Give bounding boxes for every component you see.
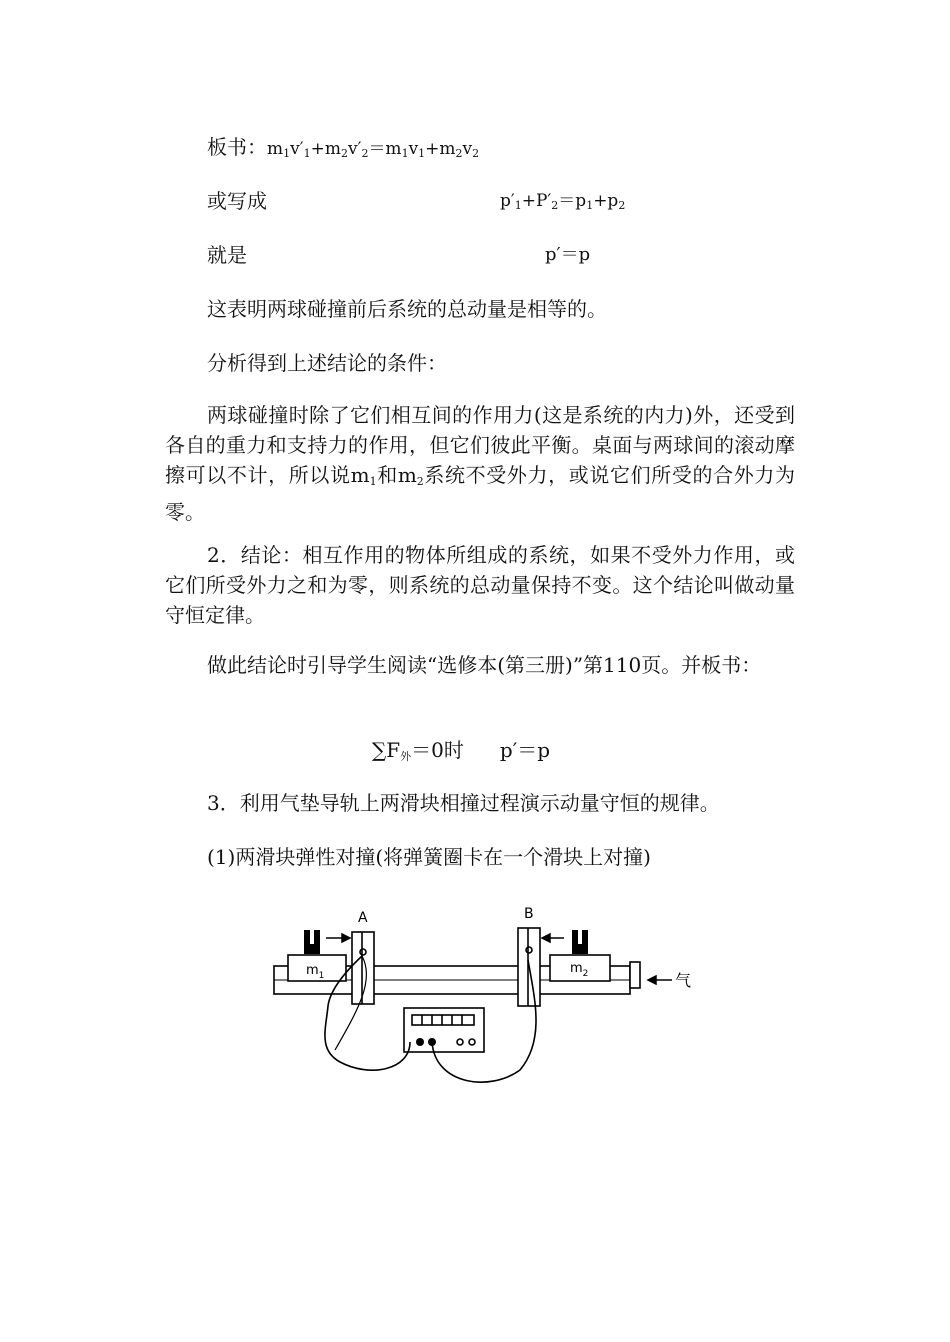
condition-paragraph: 两球碰撞时除了它们相互间的作用力(这是系统的内力)外，还受到各自的重力和支持力的作用，但它们彼此平衡。桌面与两球间的滚动摩擦可以不计，所以说$m_1$和$m_2$系统不受外力，或说它们所受的合外力为零。 — [165, 403, 796, 524]
is-formula: p′＝p — [545, 244, 591, 265]
statement: 这表明两球碰撞前后系统的总动量是相等的。 — [207, 297, 607, 321]
label-m1: $m_1$ — [306, 963, 325, 981]
item-3: 3．利用气垫导轨上两滑块相撞过程演示动量守恒的规律。 — [207, 791, 720, 815]
item-3-1: (1)两滑块弹性对撞(将弹簧圈卡在一个滑块上对撞) — [207, 845, 651, 869]
label-b: B — [524, 906, 534, 922]
momentum-formula: $\sum F_外=0$时 p′＝p — [372, 738, 551, 763]
board-label: 板书： — [207, 135, 267, 159]
label-m2: $m_2$ — [570, 961, 589, 979]
conclusion-paragraph: 2．结论：相互作用的物体所组成的系统，如果不受外力作用，或它们所受外力之和为零，则系统的总动量保持不变。这个结论叫做动量守恒定律。 — [165, 543, 795, 627]
condition-heading: 分析得到上述结论的条件： — [207, 351, 447, 375]
board-line — [207, 133, 479, 168]
reading-paragraph: 做此结论时引导学生阅读“选修本(第三册)”第110页。并板书： — [207, 653, 762, 677]
air-nozzle — [630, 962, 640, 988]
air-track-diagram — [260, 900, 700, 1100]
label-a: A — [358, 910, 368, 926]
alt-label: 或写成 — [207, 189, 267, 213]
board-formula: $m_1v'_1+m_2v'_2=m_1v_1+m_2v_2$ — [267, 139, 480, 160]
label-air: 气 — [675, 971, 692, 990]
is-label: 就是 — [207, 243, 247, 267]
alt-formula: $p'_1+P'_2=p_1+p_2$ — [500, 191, 626, 212]
